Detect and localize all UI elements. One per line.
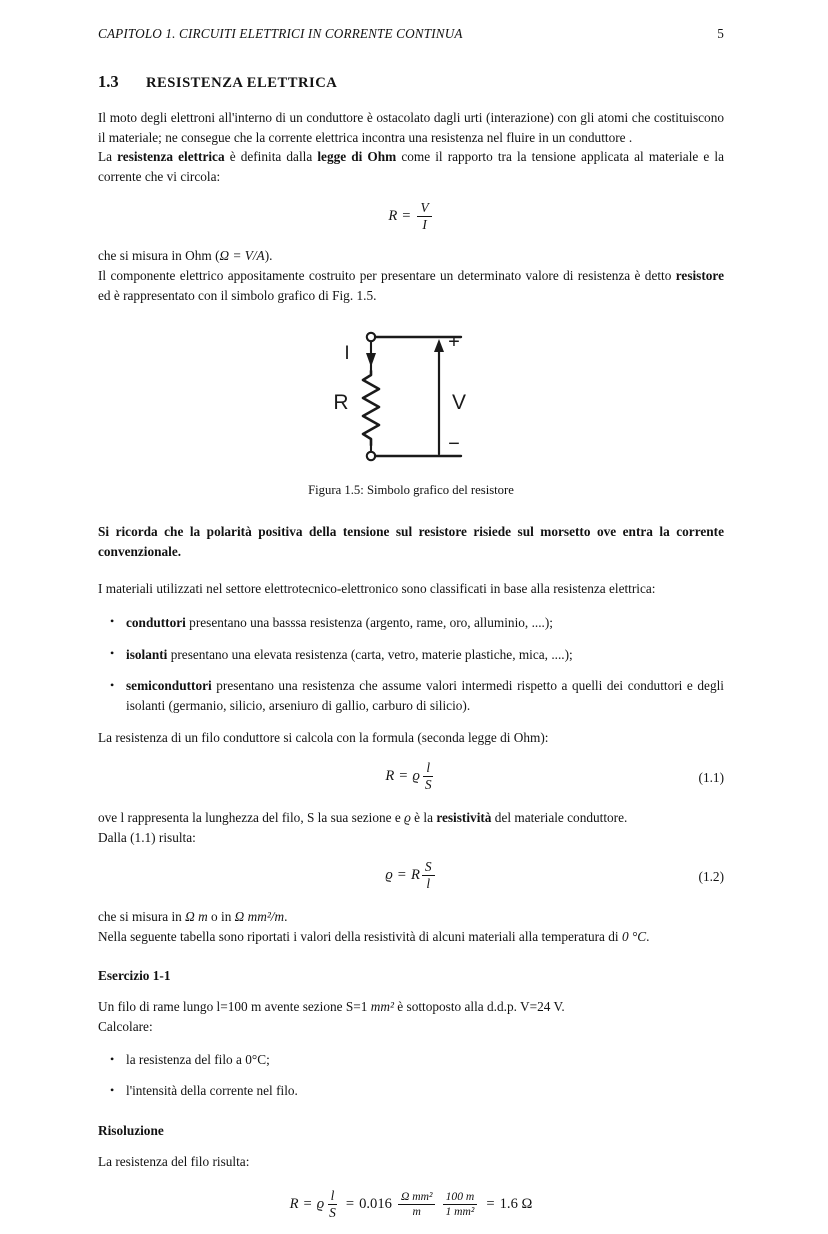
math-equals: = <box>303 1195 312 1212</box>
material-classification-list <box>98 613 724 715</box>
section-title: RESISTENZA ELETTRICA <box>146 75 338 91</box>
math-symbol-R: R <box>411 867 420 884</box>
math-equals: = <box>397 867 406 884</box>
math-expression <box>385 860 436 891</box>
paragraph-intro-1: Il moto degli elettroni all'interno di un conduttore è ostacolato dagli urti (interazione) con gli atomi che costituiscono il materiale; ne consegue che la corrente elettrica incontra una resistenza nel fluire in un conduttore . <box>98 110 724 145</box>
term-resistenza-elettrica: resistenza elettrica <box>117 149 225 165</box>
fraction-length-over-area <box>442 1191 477 1218</box>
text-run: Nella seguente tabella sono riportati i valori della resistività di alcuni materiali alla temperatura di <box>98 928 622 944</box>
text-run: . <box>646 928 650 944</box>
unit-ohm-mm2-per-m: Ω mm²/m <box>234 909 285 925</box>
unit-ohm-metre: Ω m <box>185 909 208 925</box>
paragraph-resistore <box>98 266 724 305</box>
math-symbol-R: R <box>385 767 395 784</box>
fraction-numerator: V <box>417 201 431 217</box>
fraction-denominator: 1 mm² <box>445 1204 475 1218</box>
paragraph-polarity-remark: Si ricorda che la polarità positiva della tensione sul resistore risiede sul morsetto ove entra la corrente convenzionale. <box>98 524 724 559</box>
current-arrowhead <box>366 353 376 367</box>
fraction-v-over-i <box>417 201 431 232</box>
math-symbol-R: R <box>388 207 398 224</box>
text-run: che si misura in Ohm ( <box>98 248 220 264</box>
math-inline-ohm-unit: Ω = V/A <box>219 248 265 264</box>
math-equals: = <box>399 767 408 784</box>
term-legge-di-ohm: legge di Ohm <box>317 149 397 165</box>
list-item: • la resistenza del filo a 0°C; <box>98 1050 724 1070</box>
text-run: o in <box>207 909 235 925</box>
material-description: presentano una resistenza che assume valori intermedi rispetto a quelli dei conduttori e degli isolanti (germanio, silicio, arseniuro di gallio, carburo di silicio). <box>126 678 724 713</box>
material-term: isolanti <box>126 646 168 662</box>
label-polarity-minus: − <box>448 433 460 456</box>
text-run: è sottoposto alla d.d.p. V=24 V. <box>393 999 565 1015</box>
math-coefficient: 0.016 <box>359 1195 392 1212</box>
fraction-l-over-s <box>326 1189 339 1220</box>
equation-1-2 <box>98 860 724 894</box>
paragraph-solution-intro: La resistenza del filo risulta: <box>98 1153 250 1169</box>
equation-ohm-law <box>98 199 724 233</box>
math-expression <box>388 201 433 232</box>
math-expression <box>290 1189 533 1220</box>
paragraph-materials-intro: I materiali utilizzati nel settore elettrotecnico-elettronico sono classificati in base alla resistenza elettrica: <box>98 581 656 597</box>
term-resistore: resistore <box>675 267 724 283</box>
label-voltage-V: V <box>451 391 467 415</box>
fraction-denominator: I <box>422 216 427 232</box>
solution-heading: Risoluzione <box>98 1122 164 1138</box>
figure-resistor-symbol <box>98 323 724 498</box>
fraction-numerator: l <box>423 761 433 777</box>
text-run: ed è rappresentato con il simbolo grafico di Fig. 1.5. <box>98 287 377 303</box>
fraction-denominator: l <box>426 876 431 892</box>
text-run: La <box>98 149 118 165</box>
equation-number: (1.1) <box>698 769 724 785</box>
paragraph-intro-2 <box>98 147 724 186</box>
fraction-denominator: S <box>329 1204 336 1220</box>
fraction-denominator: S <box>424 776 432 792</box>
paragraph-dalla-1-1: Dalla (1.1) risulta: <box>98 829 196 845</box>
temperature-value: 0 °C <box>621 928 647 944</box>
figure-canvas <box>321 323 501 473</box>
running-head <box>98 26 724 42</box>
text-run: Un filo di rame lungo l=100 m avente sezione S=1 <box>98 999 371 1015</box>
fraction-numerator: 100 m <box>443 1191 478 1205</box>
math-symbol-rho: ϱ <box>316 1195 325 1212</box>
exercise-heading: Esercizio 1-1 <box>98 968 171 984</box>
list-item: • l'intensità della corrente nel filo. <box>98 1081 724 1101</box>
section-heading <box>98 72 724 92</box>
equation-body <box>98 761 724 792</box>
paragraph-table-intro <box>98 927 724 947</box>
equation-body <box>98 860 724 891</box>
text-run: . <box>284 909 288 925</box>
label-resistance-R: R <box>333 391 349 415</box>
resistor-circuit-diagram <box>321 323 501 473</box>
material-term: semiconduttori <box>126 678 212 694</box>
resistor-zigzag <box>363 371 379 445</box>
paragraph-exercise-statement <box>98 997 724 1017</box>
section-number: 1.3 <box>98 72 119 91</box>
fraction-resistivity-units <box>398 1191 436 1218</box>
math-expression <box>385 761 436 792</box>
fraction-denominator: m <box>412 1204 421 1218</box>
paragraph-ohm-unit <box>98 246 724 266</box>
math-result-value: 1.6 Ω <box>499 1195 533 1212</box>
text-run: del materiale conduttore. <box>491 809 628 825</box>
paragraph-resistivity-units <box>98 907 724 927</box>
fraction-s-over-l <box>422 860 435 891</box>
figure-caption: Figura 1.5: Simbolo grafico del resistore <box>308 483 514 498</box>
page-content <box>98 26 724 1234</box>
fraction-numerator: Ω mm² <box>398 1191 436 1205</box>
equation-result <box>98 1187 724 1221</box>
exercise-question-list <box>98 1050 724 1100</box>
text-run: è la <box>410 809 437 825</box>
fraction-numerator: S <box>422 860 435 876</box>
text-run: che si misura in <box>98 909 186 925</box>
equation-number: (1.2) <box>698 869 724 885</box>
math-equals: = <box>345 1195 355 1212</box>
material-description: presentano una elevata resistenza (carta, vetro, materie plastiche, mica, ....); <box>167 646 573 662</box>
fraction-numerator: l <box>328 1189 338 1205</box>
text-run: ). <box>264 248 273 264</box>
math-equals: = <box>402 207 411 224</box>
math-symbol-rho: ϱ <box>412 767 420 784</box>
math-symbol-R: R <box>289 1195 299 1212</box>
math-symbol-rho: ϱ <box>385 867 393 884</box>
page-number: 5 <box>717 26 724 41</box>
paragraph-formula-intro: La resistenza di un filo conduttore si calcola con la formula (seconda legge di Ohm): <box>98 730 549 746</box>
list-item <box>98 613 724 633</box>
label-current-I: I <box>344 343 350 365</box>
fraction-l-over-s <box>422 761 435 792</box>
running-head-title: CAPITOLO 1. CIRCUITI ELETTRICI IN CORRENTE CONTINUA <box>98 26 463 41</box>
term-resistivita: resistività <box>436 809 492 825</box>
text-run: ove l rappresenta la lunghezza del filo, S la sua sezione e <box>98 809 405 825</box>
unit-mm2: mm² <box>370 999 394 1015</box>
paragraph-after-eq-1-1 <box>98 808 724 828</box>
voltage-arrowhead <box>434 339 444 352</box>
list-item <box>98 645 724 665</box>
math-symbol-rho: ϱ <box>404 809 411 825</box>
text-run: come il rapporto tra la tensione applicata al materiale e la corrente che vi circola: <box>98 149 724 184</box>
label-polarity-plus: + <box>448 331 460 354</box>
equation-1-1 <box>98 761 724 795</box>
text-run: è definita dalla <box>224 149 318 165</box>
paragraph-calcolare: Calcolare: <box>98 1018 153 1034</box>
list-item <box>98 676 724 715</box>
material-description: presentano una basssa resistenza (argento, rame, oro, alluminio, ....); <box>185 614 553 630</box>
text-run: Il componente elettrico appositamente costruito per presentare un determinato valore di resistenza è detto <box>98 267 676 283</box>
math-equals: = <box>486 1195 495 1212</box>
material-term: conduttori <box>126 614 186 630</box>
